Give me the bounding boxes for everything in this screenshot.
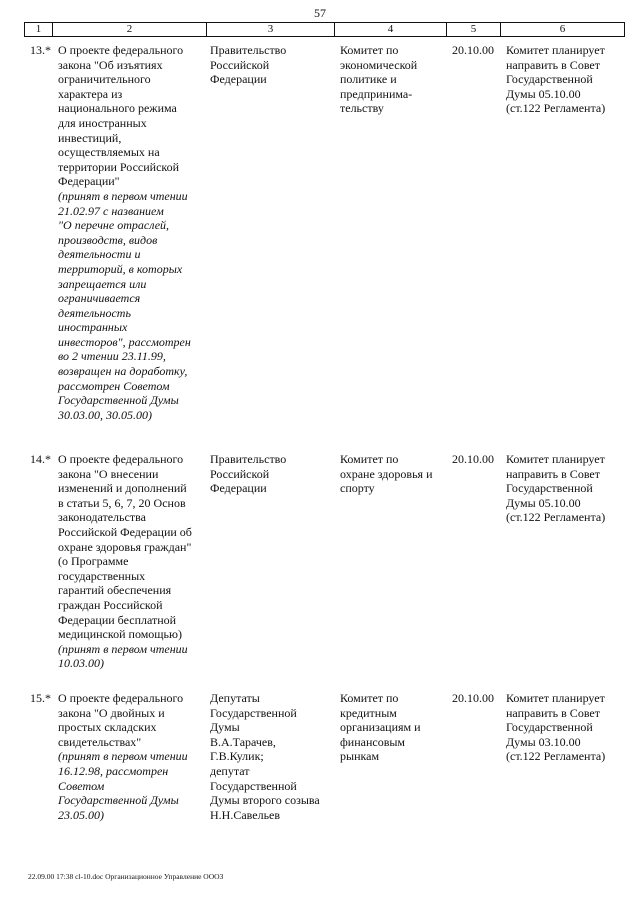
date: 20.10.00	[452, 43, 494, 57]
title-line: для иностранных	[58, 115, 147, 130]
status-note-line: (принят в первом чтении	[58, 641, 188, 656]
plan-line: направить в Совет	[506, 466, 600, 481]
title-line: Российской Федерации об	[58, 524, 192, 539]
row-number: 15.*	[30, 691, 51, 705]
column-number-5: 5	[447, 23, 501, 37]
title-line: инвестиций,	[58, 130, 122, 145]
status-note-line: возвращен на доработку,	[58, 364, 188, 379]
status-note-line: производств, видов	[58, 232, 158, 247]
initiator-line: Правительство	[210, 452, 287, 466]
plan-line: Думы 03.10.00	[506, 734, 581, 749]
column-number-3: 3	[207, 23, 335, 37]
title-line: медицинской помощью)	[58, 627, 182, 642]
initiator-line: Российской	[210, 466, 270, 481]
initiator-line: Думы	[210, 720, 240, 735]
title-line: ограничительного	[58, 72, 151, 87]
title-line: О проекте федерального	[58, 452, 184, 466]
title-line: Федерации бесплатной	[58, 612, 177, 627]
committee-line: Комитет по	[340, 452, 399, 466]
plan-line: Комитет планирует	[506, 43, 605, 57]
plan-line: направить в Совет	[506, 57, 600, 72]
title-line: закона "Об изъятиях	[58, 57, 163, 72]
status-note-line: 30.03.00, 30.05.00)	[58, 407, 152, 422]
committee-line: Комитет по	[340, 43, 399, 57]
title-line: законодательства	[58, 510, 146, 525]
committee-line: предпринима-	[340, 86, 413, 101]
committee	[340, 452, 448, 496]
title-line: охране здоровья граждан"	[58, 539, 192, 554]
committee-line: охране здоровья и	[340, 466, 433, 481]
committee-plan	[506, 43, 626, 116]
date: 20.10.00	[452, 452, 494, 466]
committee-line: политике и	[340, 72, 397, 87]
row-number: 13.*	[30, 43, 51, 57]
title-line: Федерации"	[58, 174, 120, 189]
committee-line: организациям и	[340, 720, 421, 735]
committee	[340, 43, 448, 116]
bill-title	[58, 43, 206, 422]
status-note-line: Советом	[58, 778, 105, 793]
initiator	[210, 43, 336, 87]
bill-title	[58, 452, 206, 671]
initiator	[210, 691, 336, 822]
initiator-line: депутат	[210, 763, 250, 778]
status-note-line: ограничивается	[58, 291, 141, 306]
column-number-6: 6	[501, 23, 625, 37]
plan-line: Думы 05.10.00	[506, 495, 581, 510]
plan-line: Государственной	[506, 72, 593, 87]
status-note-line: инвесторов", рассмотрен	[58, 334, 191, 349]
plan-line: Комитет планирует	[506, 691, 605, 705]
title-line: характера из	[58, 86, 123, 101]
committee-line: спорту	[340, 481, 375, 496]
committee-plan	[506, 452, 626, 525]
column-header-row	[24, 22, 625, 37]
plan-line: направить в Совет	[506, 705, 600, 720]
column-number-1: 1	[25, 23, 53, 37]
status-note-line: во 2 чтении 23.11.99,	[58, 349, 166, 364]
status-note-line: иностранных	[58, 320, 128, 335]
committee-plan	[506, 691, 626, 764]
plan-line: (ст.122 Регламента)	[506, 101, 606, 116]
initiator-line: Правительство	[210, 43, 287, 57]
status-note-line: деятельности и	[58, 247, 141, 262]
plan-line: Государственной	[506, 720, 593, 735]
title-line: гарантий обеспечения	[58, 583, 172, 598]
initiator-line: Депутаты	[210, 691, 260, 705]
title-line: О проекте федерального	[58, 691, 184, 705]
plan-line: Комитет планирует	[506, 452, 605, 466]
title-line: изменений и дополнений	[58, 481, 187, 496]
committee-line: финансовым	[340, 734, 406, 749]
title-line: осуществляемых на	[58, 145, 160, 160]
initiator	[210, 452, 336, 496]
status-note-line: деятельность	[58, 305, 131, 320]
committee-line: Комитет по	[340, 691, 399, 705]
title-line: (о Программе	[58, 554, 129, 569]
status-note-line: "О перечне отраслей,	[58, 218, 170, 233]
title-line: граждан Российской	[58, 597, 163, 612]
initiator-line: Г.В.Кулик;	[210, 749, 264, 764]
status-note-line: 10.03.00)	[58, 656, 104, 671]
title-line: территории Российской	[58, 159, 180, 174]
committee-line: кредитным	[340, 705, 397, 720]
page-number: 57	[314, 6, 326, 20]
initiator-line: Российской	[210, 57, 270, 72]
plan-line: Думы 05.10.00	[506, 86, 581, 101]
title-line: закона "О двойных и	[58, 705, 165, 720]
plan-line: (ст.122 Регламента)	[506, 510, 606, 525]
committee	[340, 691, 448, 764]
status-note-line: запрещается или	[58, 276, 147, 291]
committee-line: экономической	[340, 57, 418, 72]
status-note-line: (принят в первом чтении	[58, 749, 188, 764]
title-line: в статьи 5, 6, 7, 20 Основ	[58, 495, 186, 510]
committee-line: рынкам	[340, 749, 380, 764]
title-line: простых складских	[58, 720, 157, 735]
status-note-line: рассмотрен Советом	[58, 378, 170, 393]
document-footer: 22.09.00 17:38 cl-10.doc Организационное Управление ОООЗ	[28, 872, 224, 881]
initiator-line: Государственной	[210, 705, 297, 720]
title-line: О проекте федерального	[58, 43, 184, 57]
column-number-4: 4	[335, 23, 447, 37]
status-note-line: 21.02.97 с названием	[58, 203, 164, 218]
row-number: 14.*	[30, 452, 51, 466]
initiator-line: В.А.Тарачев,	[210, 734, 276, 749]
status-note-line: территорий, в которых	[58, 261, 183, 276]
title-line: закона "О внесении	[58, 466, 159, 481]
initiator-line: Федерации	[210, 481, 267, 496]
title-line: свидетельствах"	[58, 734, 142, 749]
committee-line: тельству	[340, 101, 384, 116]
bill-title	[58, 691, 206, 822]
initiator-line: Н.Н.Савельев	[210, 807, 281, 822]
initiator-line: Государственной	[210, 778, 297, 793]
date: 20.10.00	[452, 691, 494, 705]
status-note-line: Государственной Думы	[58, 793, 179, 808]
column-number-2: 2	[53, 23, 207, 37]
plan-line: (ст.122 Регламента)	[506, 749, 606, 764]
status-note-line: 23.05.00)	[58, 807, 104, 822]
plan-line: Государственной	[506, 481, 593, 496]
title-line: государственных	[58, 568, 146, 583]
status-note-line: (принят в первом чтении	[58, 188, 188, 203]
title-line: национального режима	[58, 101, 177, 116]
status-note-line: 16.12.98, рассмотрен	[58, 763, 169, 778]
initiator-line: Думы второго созыва	[210, 793, 320, 808]
status-note-line: Государственной Думы	[58, 393, 179, 408]
initiator-line: Федерации	[210, 72, 267, 87]
